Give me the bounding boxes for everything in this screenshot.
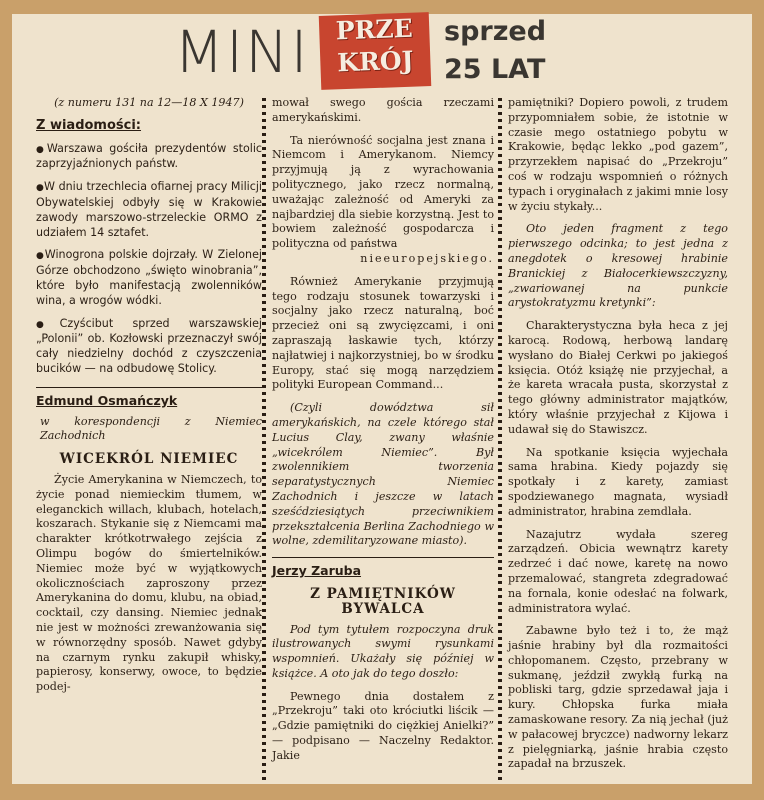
newspaper-page	[12, 14, 752, 784]
mini-title: MINI	[174, 18, 310, 86]
article-paragraph: Ta nierówność socjalna jest znana i Niemcom i Amerykanom. Niemcy przyjmują ją z wyrachowania politycznego, jako rzecz normalną, uważając zależność od Ameryki za najbardziej dla siebie korzystną. Jest to bowiem zależność gospodarcza i polityczna od państwa	[272, 133, 494, 251]
logo-line-2: KRÓJ	[336, 45, 414, 78]
source-note: (z numeru 131 na 12—18 X 1947)	[54, 96, 244, 109]
article-title-pamietniki: Z PAMIĘTNIKÓW BYWALCA	[310, 585, 456, 617]
article-paragraph: Na spotkanie księcia wyjechała sama hrabina. Kiedy pojazdy się spotkały i z karety, zamiast spodziewanego magnata, wysiadł administrator, hrabina zemdlała.	[508, 445, 728, 518]
article-paragraph: Pewnego dnia dostałem z „Przekroju” taki oto króciutki liścik — „Gdzie pamiętniki do ciężkiej Anielki?” — podpisano — Naczelny Redaktor. Jakie	[272, 689, 494, 762]
article-intro: Pod tym tytułem rozpoczyna druk ilustrowanych swymi rysunkami wspomnień. Ukażały się później w książce. A oto jak do tego doszło:	[272, 622, 494, 680]
column-1	[36, 96, 262, 695]
przekroj-logo	[319, 12, 432, 90]
column-3	[508, 96, 728, 772]
article-paragraph: pamiętniki? Dopiero powoli, z trudem przypomniałem sobie, że istotnie w czasie mego ostatniego pobytu w Krakowie, będąc lekko „pod gazem”, przyrzekłem napisać do „Przekroju” coś w rodzaju wspomnień o różnych typach i oryginałach z jakimi mnie losy w życiu stykały...	[508, 96, 728, 213]
masthead	[12, 14, 752, 100]
lat-title: 25 LAT	[444, 54, 546, 85]
article-paragraph: mował swego gościa rzeczami amerykańskimi.	[272, 96, 494, 124]
column-separator	[498, 98, 502, 784]
article-title-wicekrol: WICEKRÓL NIEMIEC	[59, 451, 239, 468]
byline: w korespondencji z Niemiec Zachodnich	[40, 414, 262, 443]
article-paragraph: Życie Amerykanina w Niemczech, to życie ponad niemieckim tłumem, w eleganckich willach, klubach, hotelach, koszarach. Stykanie się z Niemcami ma charakter krótkotrwałego zejścia z Olimpu bogów do śmiertelników. Niemiec może być w wyjątkowych okolicznościach zaproszony przez Amerykanina do domu, klubu, na obiad, cocktail, czy dansing. Niemiec jednak nie jest w możności zrewanżowania się w równorzędny sposób. Nawet gdyby na czarnym rynku zakupił whisky, papierosy, konserwy, owoce, to będzie podej-	[36, 472, 262, 694]
spaced-word: nieeuropejskiego.	[360, 251, 494, 265]
news-item: ● Warszawa gościła prezydentów stolic zaprzyjaźnionych państw.	[36, 142, 262, 173]
column-separator	[262, 98, 266, 784]
news-heading: Z wiadomości:	[36, 117, 142, 133]
author-zaruba: Jerzy Zaruba	[272, 563, 362, 579]
article-paragraph: Nazajutrz wydała szereg zarządzeń. Obicia wewnątrz karety zedrzeć i dać nowe, karetę na nowo przemalować, stangreta zdegradować na fornala, konie odesłać na folwark, administratora wylać.	[508, 527, 728, 615]
author-osmanczyk: Edmund Osmańczyk	[36, 392, 178, 408]
column-2	[272, 96, 494, 764]
article-paragraph: Również Amerykanie przyjmują tego rodzaju stosunek towarzyski i socjalny jako rzecz naturalną, boć przecież oni są zwycięzcami, i oni zapraszają łaskawie tych, którzy najłatwiej i najkorzystniej, bo w środku Europy, stać się mogą narzędziem polityki European Command...	[272, 274, 494, 392]
article-intro: Oto jeden fragment z tego pierwszego odcinka; to jest jedna z anegdotek o kresowej hrabinie Branickiej z Białocerkiewszczyzny, „zwariowanej na punkcie arystokratyzmu kretynki”:	[508, 222, 728, 310]
logo-line-1: PRZE	[335, 13, 414, 46]
editor-note: (Czyli dowództwa sił amerykańskich, na czele którego stał Lucius Clay, zwany właśnie „wicekrólem Niemiec”. Był zwolennikiem tworzenia separatystycznych Niemiec Zachodnich i jeszcze w latach sześćdziesiątych przeciwnikiem przekształcenia Berlina Zachodniego w wolne, zdemilitaryzowane miasto).	[272, 401, 494, 548]
sprzed-title: sprzed	[444, 16, 547, 47]
divider	[272, 557, 494, 558]
news-item: ● Winogrona polskie dojrzały. W Zielonej Górze obchodzono „święto winobrania”, które było manifestacją zwolenników wina, a wrogów wódki.	[36, 248, 262, 308]
news-item: ● W dniu trzechlecia ofiarnej pracy Milicji Obywatelskiej odbyły się w Krakowie zawody marszowo-strzeleckie ORMO z udziałem 14 sztafet.	[36, 180, 262, 240]
article-paragraph: Zabawne było też i to, że mąż jaśnie hrabiny był dla rozmaitości chłopomanem. Często, przebrany w sukmanę, jeździł zwykłą furką na pobliski targ, gdzie sprzedawał jaja i kury. Chłopska furka miała zamaskowane resory. Za nią jechał (już w pałacowej bryczce) nadworny lekarz z pielęgniarką, jaśnie hrabia często zapadał na brzuszek.	[508, 624, 728, 771]
news-item: ● Czyścibut sprzed warszawskiej „Polonii” ob. Kozłowski przeznaczył swój cały niedzielny dochód z czyszczenia bucików — na odbudowę Stolicy.	[36, 317, 262, 377]
article-paragraph: Charakterystyczna była heca z jej karocą. Rodową, herbową landarę wysłano do Białej Cerkwi po jakiegoś księcia. Otóż książę nie przyjechał, a że kareta wracała pusta, skorzystał z tego główny administrator majątków, który właśnie przyjechał z Kijowa i udawał się do Stawiszcz.	[508, 319, 728, 436]
divider	[36, 387, 262, 388]
